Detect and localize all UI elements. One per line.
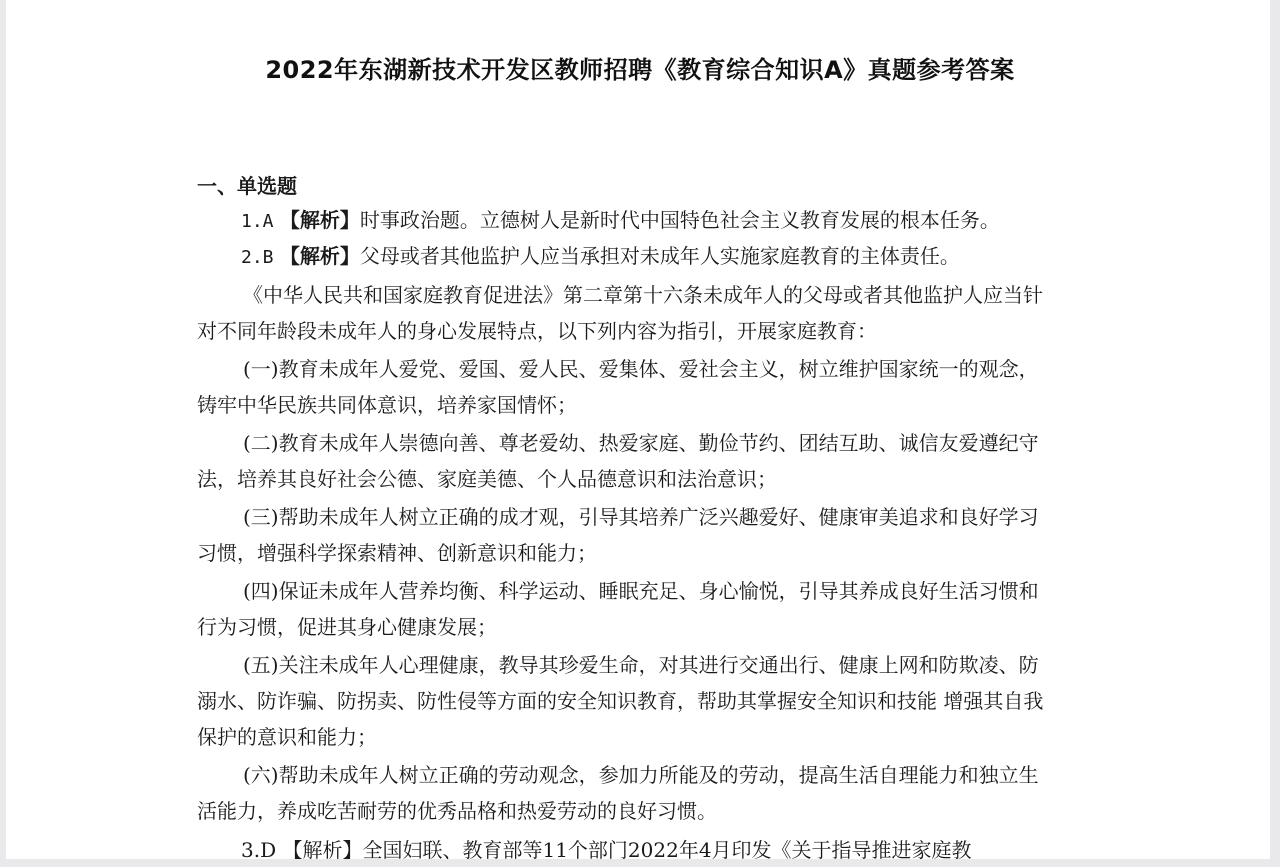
paragraph-item-2: (二)教育未成年人崇德向善、尊老爱幼、热爱家庭、勤俭节约、团结互助、诚信友爱遵纪守法，培养其良好社会公德、家庭美德、个人品德意识和法治意识； (197, 431, 1039, 491)
paragraph-item-6: (六)帮助未成年人树立正确的劳动观念，参加力所能及的劳动，提高生活自理能力和独立生活能力，养成吃苦耐劳的优秀品格和热爱劳动的良好习惯。 (197, 763, 1039, 823)
paragraph-item-3: (三)帮助未成年人树立正确的成才观，引导其培养广泛兴趣爱好、健康审美追求和良好学习习惯，增强科学探索精神、创新意识和能力； (197, 505, 1039, 565)
answer-3 (197, 833, 1057, 867)
document-title: 2022年东湖新技术开发区教师招聘《教育综合知识A》真题参考答案 (265, 56, 1015, 84)
answer-text: 全国妇联、教育部等11个部门2022年4月印发《关于指导推进家庭教 (362, 838, 972, 862)
answer-number: 2.B (241, 247, 274, 268)
section-heading: 一、单选题 (197, 174, 297, 198)
answer-number: 1.A (241, 211, 274, 232)
document-body (197, 169, 1057, 867)
paragraph-item-1: (一)教育未成年人爱党、爱国、爱人民、爱集体、爱社会主义，树立维护国家统一的观念，铸牢中华民族共同体意识，培养家国情怀； (197, 357, 1039, 417)
answer-2 (197, 239, 1057, 275)
paragraph-item-4: (四)保证未成年人营养均衡、科学运动、睡眠充足、身心愉悦，引导其养成良好生活习惯和行为习惯，促进其身心健康发展； (197, 579, 1039, 639)
answer-text: 父母或者其他监护人应当承担对未成年人实施家庭教育的主体责任。 (359, 244, 960, 268)
paragraph-law-intro: 《中华人民共和国家庭教育促进法》第二章第十六条未成年人的父母或者其他监护人应当针对不同年龄段未成年人的身心发展特点，以下列内容为指引，开展家庭教育： (197, 283, 1043, 343)
answer-1 (197, 203, 1057, 239)
answer-tag: 【解析】 (279, 244, 360, 268)
paragraph-item-5: (五)关注未成年人心理健康，教导其珍爱生命，对其进行交通出行、健康上网和防欺凌、防溺水、防诈骗、防拐卖、防性侵等方面的安全知识教育，帮助其掌握安全知识和技能 增强其自我保护的意识和能力； (197, 653, 1044, 749)
document-page (6, 0, 1270, 862)
answer-tag: 【解析】 (279, 208, 360, 232)
answer-tag: 【解析】 (282, 838, 363, 862)
answer-text: 时事政治题。立德树人是新时代中国特色社会主义教育发展的根本任务。 (359, 208, 1000, 232)
answer-number: 3.D (241, 838, 277, 862)
